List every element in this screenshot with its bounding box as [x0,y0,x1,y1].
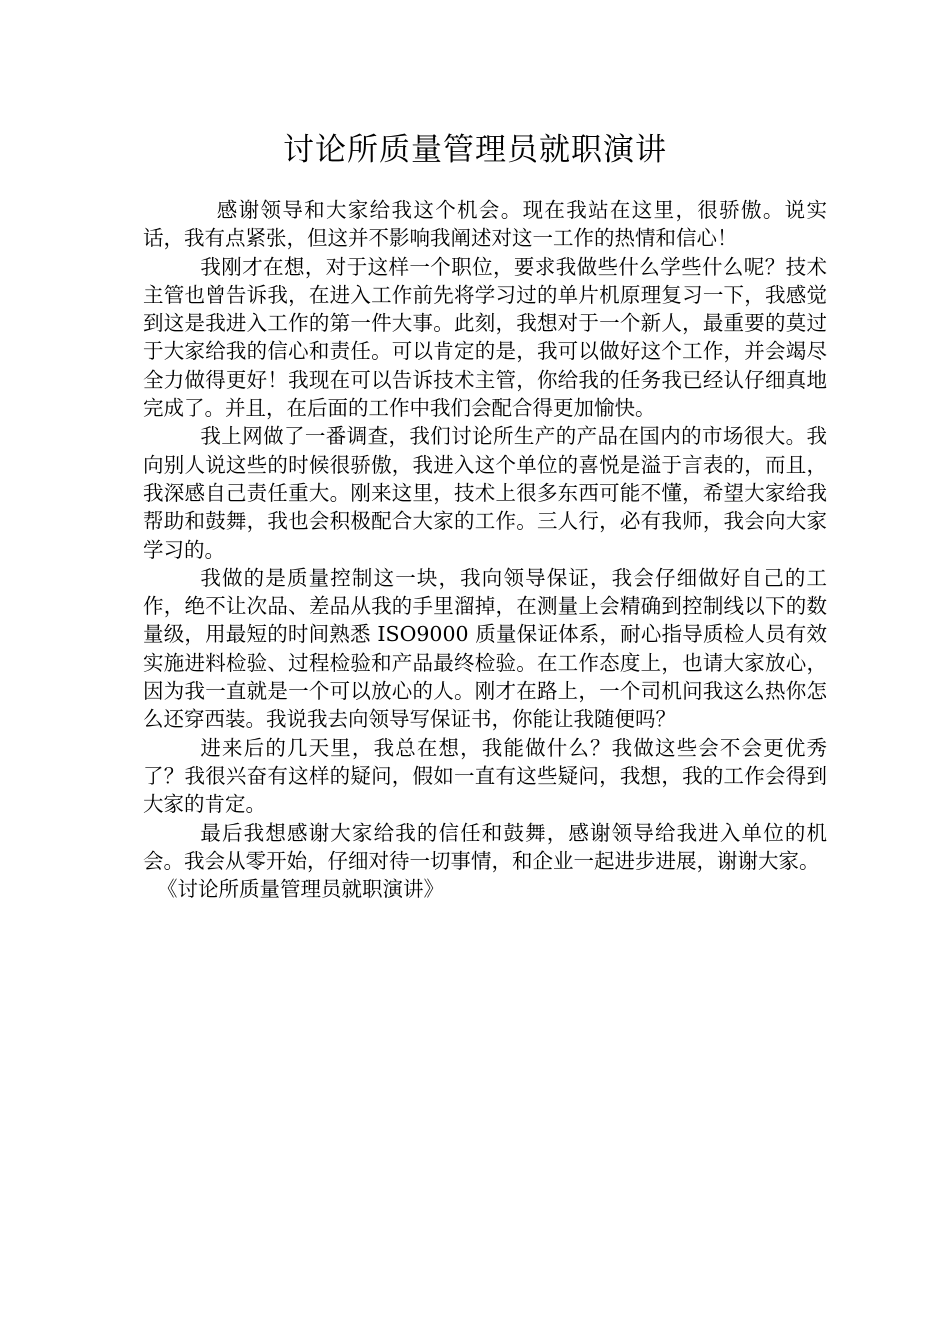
paragraph-4: 我做的是质量控制这一块，我向领导保证，我会仔细做好自己的工作，绝不让次品、差品从我的手里溜掉，在测量上会精确到控制线以下的数量级，用最短的时间熟悉 ISO9000 质量保证体系，耐心指导质检人员有效实施进料检验、过程检验和产品最终检验。在工作态度上，也请大家放心，因为我一直就是一个可以放心的人。刚才在路上，一个司机问我这么热你怎么还穿西装。我说我去向领导写保证书，你能让我随便吗？ [143,565,827,732]
document-body [143,196,827,903]
paragraph-3: 我上网做了一番调查，我们讨论所生产的产品在国内的市场很大。我向别人说这些的时候很骄傲，我进入这个单位的喜悦是溢于言表的，而且，我深感自己责任重大。刚来这里，技术上很多东西可能不懂，希望大家给我帮助和鼓舞，我也会积极配合大家的工作。三人行，必有我师，我会向大家学习的。 [143,424,827,562]
paragraph-2: 我刚才在想，对于这样一个职位，要求我做些什么学些什么呢？技术主管也曾告诉我，在进入工作前先将学习过的单片机原理复习一下，我感觉到这是我进入工作的第一件大事。此刻，我想对于一个新人，最重要的莫过于大家给我的信心和责任。可以肯定的是，我可以做好这个工作，并会竭尽全力做得更好！我现在可以告诉技术主管，你给我的任务我已经认仔细真地完成了。并且，在后面的工作中我们会配合得更加愉快。 [143,254,827,421]
paragraph-6: 最后我想感谢大家给我的信任和鼓舞，感谢领导给我进入单位的机会。我会从零开始，仔细对待一切事情，和企业一起进步进展，谢谢大家。 [143,820,827,873]
paragraph-1: 感谢领导和大家给我这个机会。现在我站在这里，很骄傲。说实话，我有点紧张，但这并不影响我阐述对这一工作的热情和信心！ [143,198,827,251]
paragraph-5: 进来后的几天里，我总在想，我能做什么？我做这些会不会更优秀了？我很兴奋有这样的疑问，假如一直有这些疑问，我想，我的工作会得到大家的肯定。 [143,735,827,817]
closing-title-reference: 《讨论所质量管理员就职演讲》 [157,877,444,902]
document-title: 讨论所质量管理员就职演讲 [283,132,667,168]
